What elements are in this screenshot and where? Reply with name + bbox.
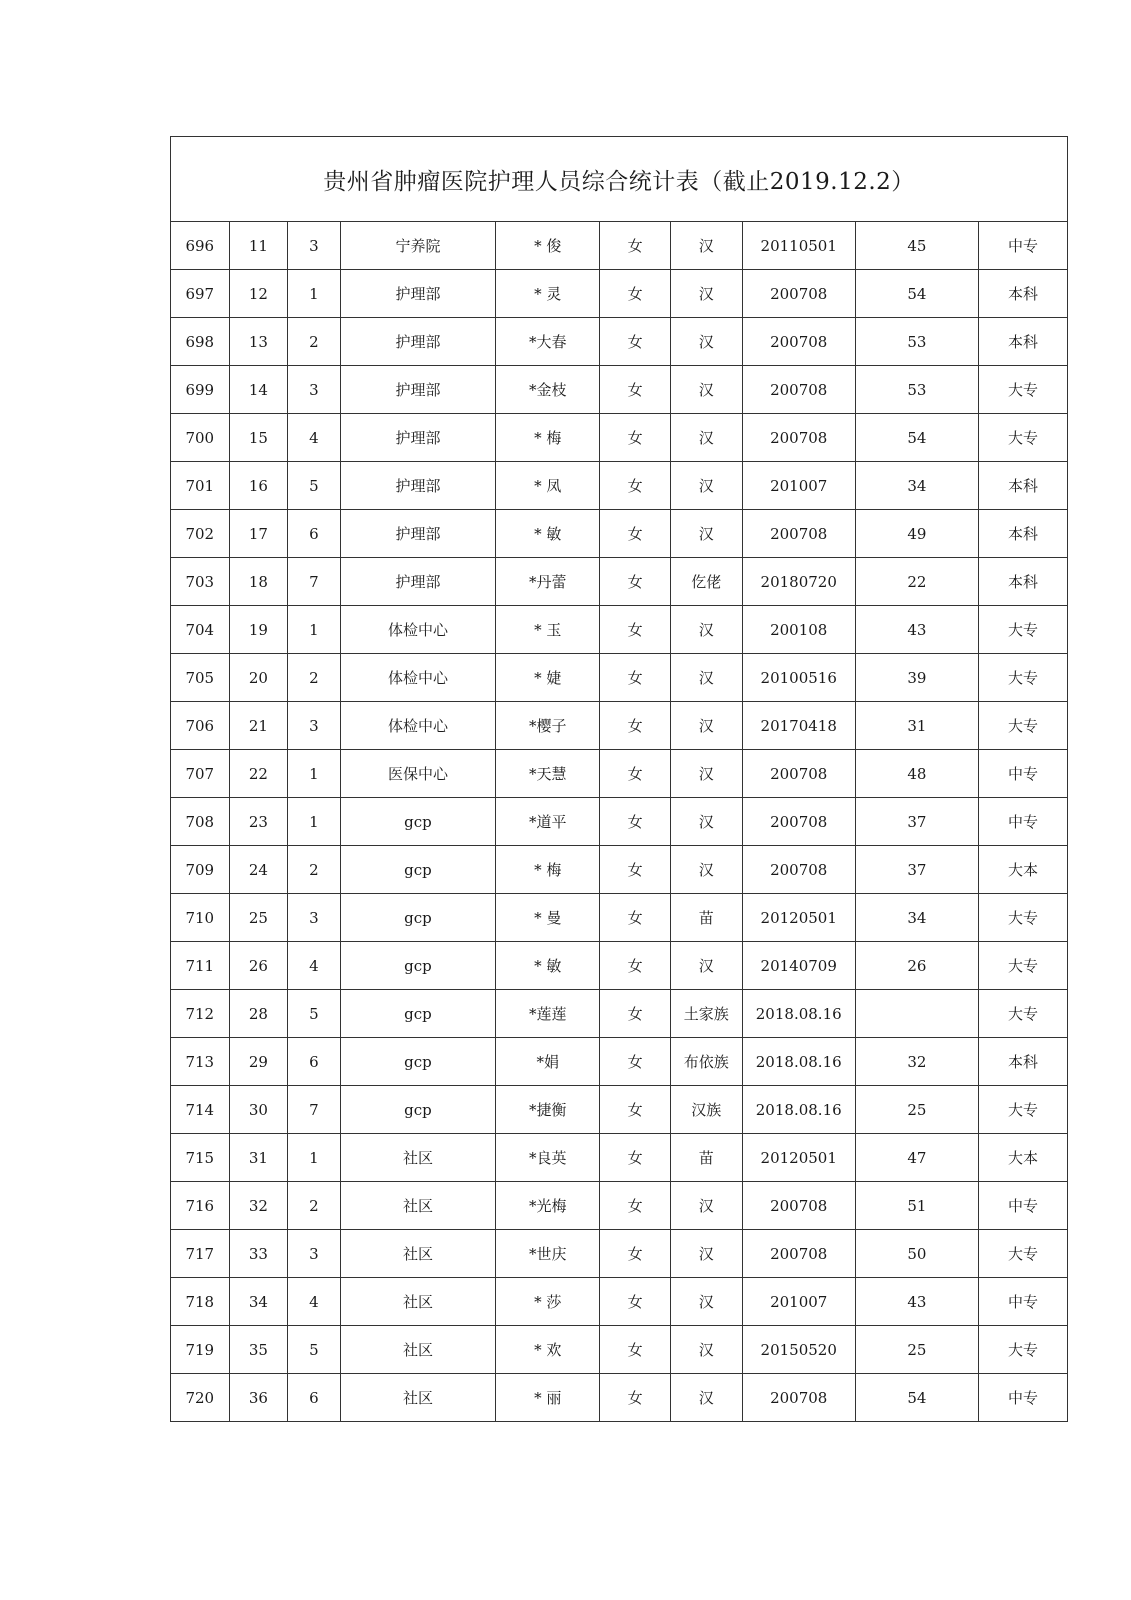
department-cell: 护理部: [340, 366, 496, 414]
table-row: [171, 558, 1068, 606]
age-cell: 45: [855, 222, 978, 270]
name-cell: * 俊: [496, 222, 600, 270]
name-cell: *道平: [496, 798, 600, 846]
education-cell: 大本: [979, 846, 1068, 894]
education-cell: 中专: [979, 750, 1068, 798]
gender-cell: 女: [600, 750, 671, 798]
dept-serial-cell: 28: [229, 990, 288, 1038]
name-cell: *金枝: [496, 366, 600, 414]
department-cell: 社区: [340, 1230, 496, 1278]
department-cell: gcp: [340, 990, 496, 1038]
start-date-cell: 200708: [742, 846, 855, 894]
department-cell: 护理部: [340, 414, 496, 462]
age-cell: 53: [855, 366, 978, 414]
start-date-cell: 20120501: [742, 1134, 855, 1182]
start-date-cell: 200708: [742, 318, 855, 366]
name-cell: * 灵: [496, 270, 600, 318]
gender-cell: 女: [600, 654, 671, 702]
dept-serial-cell: 29: [229, 1038, 288, 1086]
start-date-cell: 200708: [742, 750, 855, 798]
table-row: [171, 270, 1068, 318]
gender-cell: 女: [600, 702, 671, 750]
gender-cell: 女: [600, 606, 671, 654]
serial-cell: 705: [171, 654, 230, 702]
ethnicity-cell: 汉族: [670, 1086, 742, 1134]
age-cell: 22: [855, 558, 978, 606]
age-cell: 48: [855, 750, 978, 798]
ethnicity-cell: 布依族: [670, 1038, 742, 1086]
education-cell: 大专: [979, 366, 1068, 414]
serial-cell: 700: [171, 414, 230, 462]
start-date-cell: 200708: [742, 798, 855, 846]
education-cell: 本科: [979, 462, 1068, 510]
education-cell: 中专: [979, 1278, 1068, 1326]
education-cell: 中专: [979, 798, 1068, 846]
gender-cell: 女: [600, 1230, 671, 1278]
serial-cell: 717: [171, 1230, 230, 1278]
subgroup-serial-cell: 3: [288, 1230, 341, 1278]
age-cell: 43: [855, 606, 978, 654]
serial-cell: 706: [171, 702, 230, 750]
name-cell: *娟: [496, 1038, 600, 1086]
dept-serial-cell: 23: [229, 798, 288, 846]
serial-cell: 707: [171, 750, 230, 798]
subgroup-serial-cell: 3: [288, 702, 341, 750]
ethnicity-cell: 汉: [670, 1230, 742, 1278]
age-cell: 37: [855, 846, 978, 894]
age-cell: 49: [855, 510, 978, 558]
start-date-cell: 20180720: [742, 558, 855, 606]
dept-serial-cell: 36: [229, 1374, 288, 1422]
ethnicity-cell: 土家族: [670, 990, 742, 1038]
department-cell: 社区: [340, 1182, 496, 1230]
dept-serial-cell: 33: [229, 1230, 288, 1278]
subgroup-serial-cell: 6: [288, 510, 341, 558]
name-cell: *大春: [496, 318, 600, 366]
start-date-cell: 200708: [742, 414, 855, 462]
start-date-cell: 200108: [742, 606, 855, 654]
serial-cell: 703: [171, 558, 230, 606]
serial-cell: 710: [171, 894, 230, 942]
start-date-cell: 2018.08.16: [742, 1038, 855, 1086]
dept-serial-cell: 30: [229, 1086, 288, 1134]
subgroup-serial-cell: 7: [288, 558, 341, 606]
table-row: [171, 510, 1068, 558]
education-cell: 大本: [979, 1134, 1068, 1182]
education-cell: 大专: [979, 1086, 1068, 1134]
ethnicity-cell: 汉: [670, 366, 742, 414]
dept-serial-cell: 21: [229, 702, 288, 750]
dept-serial-cell: 25: [229, 894, 288, 942]
ethnicity-cell: 汉: [670, 702, 742, 750]
age-cell: 54: [855, 414, 978, 462]
department-cell: 护理部: [340, 270, 496, 318]
name-cell: *天慧: [496, 750, 600, 798]
table-row: [171, 1230, 1068, 1278]
start-date-cell: 200708: [742, 1230, 855, 1278]
ethnicity-cell: 汉: [670, 222, 742, 270]
department-cell: 宁养院: [340, 222, 496, 270]
education-cell: 中专: [979, 1374, 1068, 1422]
dept-serial-cell: 31: [229, 1134, 288, 1182]
dept-serial-cell: 18: [229, 558, 288, 606]
gender-cell: 女: [600, 894, 671, 942]
education-cell: 大专: [979, 1230, 1068, 1278]
ethnicity-cell: 苗: [670, 1134, 742, 1182]
start-date-cell: 201007: [742, 1278, 855, 1326]
title-row: [171, 137, 1068, 222]
name-cell: * 凤: [496, 462, 600, 510]
education-cell: 大专: [979, 606, 1068, 654]
serial-cell: 718: [171, 1278, 230, 1326]
dept-serial-cell: 13: [229, 318, 288, 366]
gender-cell: 女: [600, 1038, 671, 1086]
education-cell: 中专: [979, 222, 1068, 270]
table-row: [171, 462, 1068, 510]
name-cell: * 玉: [496, 606, 600, 654]
subgroup-serial-cell: 2: [288, 846, 341, 894]
dept-serial-cell: 20: [229, 654, 288, 702]
table-row: [171, 1038, 1068, 1086]
dept-serial-cell: 34: [229, 1278, 288, 1326]
table-row: [171, 750, 1068, 798]
department-cell: 社区: [340, 1374, 496, 1422]
ethnicity-cell: 汉: [670, 1182, 742, 1230]
dept-serial-cell: 17: [229, 510, 288, 558]
subgroup-serial-cell: 2: [288, 654, 341, 702]
age-cell: 54: [855, 270, 978, 318]
start-date-cell: 20170418: [742, 702, 855, 750]
name-cell: * 婕: [496, 654, 600, 702]
age-cell: 54: [855, 1374, 978, 1422]
serial-cell: 702: [171, 510, 230, 558]
subgroup-serial-cell: 2: [288, 318, 341, 366]
start-date-cell: 2018.08.16: [742, 990, 855, 1038]
table-row: [171, 894, 1068, 942]
ethnicity-cell: 汉: [670, 1326, 742, 1374]
age-cell: 53: [855, 318, 978, 366]
dept-serial-cell: 22: [229, 750, 288, 798]
dept-serial-cell: 11: [229, 222, 288, 270]
start-date-cell: 200708: [742, 366, 855, 414]
serial-cell: 715: [171, 1134, 230, 1182]
gender-cell: 女: [600, 846, 671, 894]
subgroup-serial-cell: 3: [288, 894, 341, 942]
dept-serial-cell: 32: [229, 1182, 288, 1230]
name-cell: *良英: [496, 1134, 600, 1182]
gender-cell: 女: [600, 1134, 671, 1182]
age-cell: [855, 990, 978, 1038]
serial-cell: 699: [171, 366, 230, 414]
gender-cell: 女: [600, 1278, 671, 1326]
name-cell: *莲莲: [496, 990, 600, 1038]
name-cell: *丹蕾: [496, 558, 600, 606]
department-cell: gcp: [340, 942, 496, 990]
start-date-cell: 200708: [742, 1182, 855, 1230]
gender-cell: 女: [600, 558, 671, 606]
subgroup-serial-cell: 1: [288, 750, 341, 798]
gender-cell: 女: [600, 1182, 671, 1230]
age-cell: 43: [855, 1278, 978, 1326]
serial-cell: 719: [171, 1326, 230, 1374]
age-cell: 34: [855, 462, 978, 510]
department-cell: 医保中心: [340, 750, 496, 798]
table-row: [171, 1182, 1068, 1230]
name-cell: * 梅: [496, 414, 600, 462]
ethnicity-cell: 仡佬: [670, 558, 742, 606]
serial-cell: 712: [171, 990, 230, 1038]
department-cell: gcp: [340, 1038, 496, 1086]
table-row: [171, 942, 1068, 990]
name-cell: * 曼: [496, 894, 600, 942]
education-cell: 大专: [979, 1326, 1068, 1374]
subgroup-serial-cell: 1: [288, 1134, 341, 1182]
table-row: [171, 222, 1068, 270]
serial-cell: 701: [171, 462, 230, 510]
ethnicity-cell: 汉: [670, 846, 742, 894]
education-cell: 本科: [979, 510, 1068, 558]
table-row: [171, 1374, 1068, 1422]
age-cell: 51: [855, 1182, 978, 1230]
table-row: [171, 654, 1068, 702]
table-title: 贵州省肿瘤医院护理人员综合统计表（截止2019.12.2）: [171, 137, 1068, 222]
start-date-cell: 200708: [742, 510, 855, 558]
ethnicity-cell: 汉: [670, 654, 742, 702]
subgroup-serial-cell: 6: [288, 1038, 341, 1086]
ethnicity-cell: 汉: [670, 318, 742, 366]
ethnicity-cell: 汉: [670, 270, 742, 318]
table-row: [171, 702, 1068, 750]
dept-serial-cell: 16: [229, 462, 288, 510]
serial-cell: 698: [171, 318, 230, 366]
table-row: [171, 366, 1068, 414]
age-cell: 25: [855, 1326, 978, 1374]
subgroup-serial-cell: 7: [288, 1086, 341, 1134]
serial-cell: 714: [171, 1086, 230, 1134]
table-row: [171, 1134, 1068, 1182]
dept-serial-cell: 24: [229, 846, 288, 894]
age-cell: 32: [855, 1038, 978, 1086]
subgroup-serial-cell: 3: [288, 222, 341, 270]
ethnicity-cell: 汉: [670, 606, 742, 654]
staff-statistics-table: [170, 136, 1068, 1422]
subgroup-serial-cell: 5: [288, 462, 341, 510]
table-row: [171, 990, 1068, 1038]
start-date-cell: 2018.08.16: [742, 1086, 855, 1134]
ethnicity-cell: 汉: [670, 462, 742, 510]
age-cell: 34: [855, 894, 978, 942]
name-cell: *捷衡: [496, 1086, 600, 1134]
name-cell: * 欢: [496, 1326, 600, 1374]
name-cell: * 敏: [496, 942, 600, 990]
serial-cell: 697: [171, 270, 230, 318]
name-cell: *世庆: [496, 1230, 600, 1278]
ethnicity-cell: 汉: [670, 510, 742, 558]
department-cell: 护理部: [340, 318, 496, 366]
table-row: [171, 1278, 1068, 1326]
subgroup-serial-cell: 4: [288, 942, 341, 990]
table-row: [171, 414, 1068, 462]
dept-serial-cell: 14: [229, 366, 288, 414]
ethnicity-cell: 汉: [670, 942, 742, 990]
ethnicity-cell: 汉: [670, 750, 742, 798]
gender-cell: 女: [600, 318, 671, 366]
age-cell: 31: [855, 702, 978, 750]
start-date-cell: 200708: [742, 1374, 855, 1422]
dept-serial-cell: 26: [229, 942, 288, 990]
ethnicity-cell: 汉: [670, 414, 742, 462]
table-row: [171, 1326, 1068, 1374]
department-cell: 护理部: [340, 510, 496, 558]
serial-cell: 720: [171, 1374, 230, 1422]
education-cell: 大专: [979, 942, 1068, 990]
name-cell: * 敏: [496, 510, 600, 558]
subgroup-serial-cell: 4: [288, 1278, 341, 1326]
serial-cell: 709: [171, 846, 230, 894]
education-cell: 中专: [979, 1182, 1068, 1230]
department-cell: gcp: [340, 798, 496, 846]
gender-cell: 女: [600, 222, 671, 270]
ethnicity-cell: 汉: [670, 798, 742, 846]
start-date-cell: 20110501: [742, 222, 855, 270]
serial-cell: 708: [171, 798, 230, 846]
subgroup-serial-cell: 5: [288, 990, 341, 1038]
education-cell: 大专: [979, 990, 1068, 1038]
gender-cell: 女: [600, 1374, 671, 1422]
education-cell: 本科: [979, 318, 1068, 366]
department-cell: gcp: [340, 894, 496, 942]
education-cell: 大专: [979, 894, 1068, 942]
department-cell: 体检中心: [340, 702, 496, 750]
table-row: [171, 846, 1068, 894]
department-cell: 社区: [340, 1278, 496, 1326]
education-cell: 大专: [979, 414, 1068, 462]
department-cell: 体检中心: [340, 654, 496, 702]
name-cell: * 丽: [496, 1374, 600, 1422]
subgroup-serial-cell: 6: [288, 1374, 341, 1422]
table-row: [171, 606, 1068, 654]
dept-serial-cell: 12: [229, 270, 288, 318]
start-date-cell: 201007: [742, 462, 855, 510]
education-cell: 本科: [979, 1038, 1068, 1086]
dept-serial-cell: 15: [229, 414, 288, 462]
education-cell: 本科: [979, 270, 1068, 318]
gender-cell: 女: [600, 462, 671, 510]
name-cell: * 梅: [496, 846, 600, 894]
subgroup-serial-cell: 1: [288, 606, 341, 654]
gender-cell: 女: [600, 414, 671, 462]
table-row: [171, 798, 1068, 846]
subgroup-serial-cell: 1: [288, 798, 341, 846]
subgroup-serial-cell: 4: [288, 414, 341, 462]
department-cell: 社区: [340, 1134, 496, 1182]
gender-cell: 女: [600, 1086, 671, 1134]
gender-cell: 女: [600, 798, 671, 846]
department-cell: gcp: [340, 1086, 496, 1134]
table-row: [171, 1086, 1068, 1134]
education-cell: 大专: [979, 654, 1068, 702]
age-cell: 26: [855, 942, 978, 990]
gender-cell: 女: [600, 510, 671, 558]
dept-serial-cell: 35: [229, 1326, 288, 1374]
start-date-cell: 200708: [742, 270, 855, 318]
department-cell: 护理部: [340, 462, 496, 510]
serial-cell: 713: [171, 1038, 230, 1086]
age-cell: 37: [855, 798, 978, 846]
subgroup-serial-cell: 2: [288, 1182, 341, 1230]
table-row: [171, 318, 1068, 366]
department-cell: 体检中心: [340, 606, 496, 654]
start-date-cell: 20100516: [742, 654, 855, 702]
start-date-cell: 20150520: [742, 1326, 855, 1374]
serial-cell: 716: [171, 1182, 230, 1230]
name-cell: *光梅: [496, 1182, 600, 1230]
subgroup-serial-cell: 1: [288, 270, 341, 318]
department-cell: 社区: [340, 1326, 496, 1374]
subgroup-serial-cell: 3: [288, 366, 341, 414]
education-cell: 本科: [979, 558, 1068, 606]
age-cell: 47: [855, 1134, 978, 1182]
gender-cell: 女: [600, 942, 671, 990]
gender-cell: 女: [600, 1326, 671, 1374]
gender-cell: 女: [600, 990, 671, 1038]
name-cell: * 莎: [496, 1278, 600, 1326]
education-cell: 大专: [979, 702, 1068, 750]
gender-cell: 女: [600, 366, 671, 414]
serial-cell: 696: [171, 222, 230, 270]
name-cell: *樱子: [496, 702, 600, 750]
dept-serial-cell: 19: [229, 606, 288, 654]
serial-cell: 711: [171, 942, 230, 990]
age-cell: 50: [855, 1230, 978, 1278]
department-cell: 护理部: [340, 558, 496, 606]
gender-cell: 女: [600, 270, 671, 318]
ethnicity-cell: 汉: [670, 1374, 742, 1422]
department-cell: gcp: [340, 846, 496, 894]
subgroup-serial-cell: 5: [288, 1326, 341, 1374]
start-date-cell: 20120501: [742, 894, 855, 942]
age-cell: 25: [855, 1086, 978, 1134]
start-date-cell: 20140709: [742, 942, 855, 990]
ethnicity-cell: 苗: [670, 894, 742, 942]
age-cell: 39: [855, 654, 978, 702]
ethnicity-cell: 汉: [670, 1278, 742, 1326]
serial-cell: 704: [171, 606, 230, 654]
